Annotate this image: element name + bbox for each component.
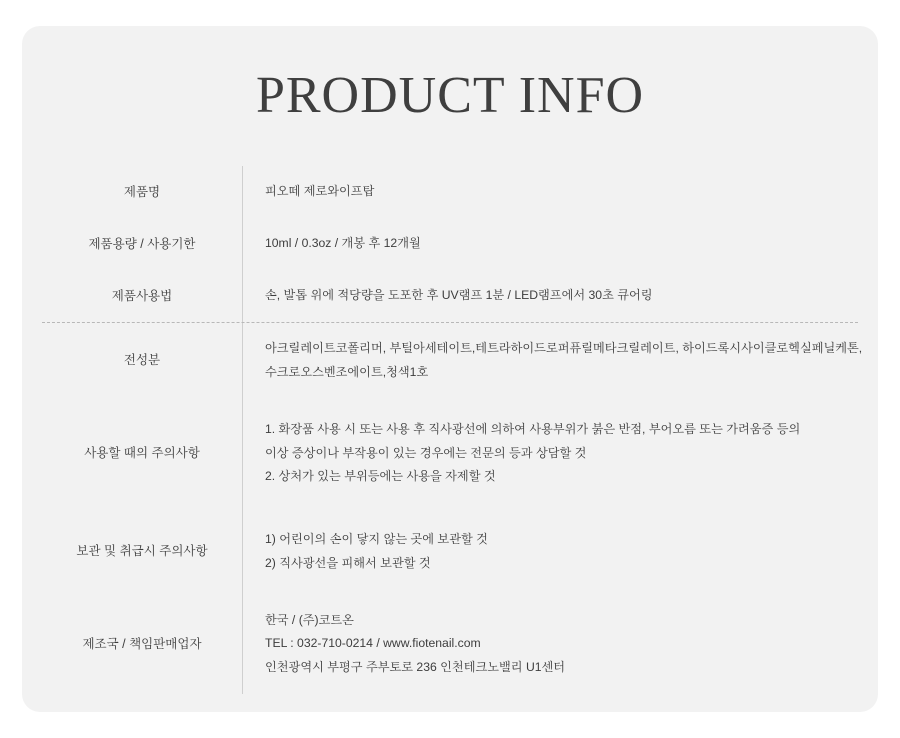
row-label: 보관 및 취급시 주의사항 <box>76 544 208 559</box>
row-value-line: 인천광역시 부평구 주부토로 236 인천테크노밸리 U1센터 <box>265 660 566 675</box>
table-row <box>42 166 858 218</box>
row-value <box>242 270 858 322</box>
page-title: PRODUCT INFO <box>255 67 645 124</box>
row-label: 전성분 <box>123 353 161 368</box>
row-value-line: 1) 어린이의 손이 닿지 않는 곳에 보관할 것 <box>265 531 488 546</box>
row-value <box>242 323 872 399</box>
row-label: 제품사용법 <box>111 288 173 303</box>
table-row <box>42 218 858 270</box>
row-value-line: 이상 증상이나 부작용이 있는 경우에는 전문의 등과 상담할 것 <box>265 445 587 460</box>
row-value <box>242 595 858 694</box>
product-info-card <box>22 26 878 712</box>
table-row <box>42 322 863 399</box>
row-value-line: 손, 발톱 위에 적당량을 도포한 후 UV램프 1분 / LED램프에서 30초 큐어링 <box>265 288 653 303</box>
row-value <box>242 399 858 509</box>
row-value <box>242 218 858 270</box>
table-row <box>42 509 858 595</box>
table-row <box>42 595 858 694</box>
row-value-line: 수크로오스벤조에이트,청색1호 <box>265 364 429 379</box>
row-label: 사용할 때의 주의사항 <box>84 446 200 461</box>
table-row <box>42 399 858 509</box>
row-value-line: 아크릴레이트코폴리머, 부틸아세테이트,테트라하이드로퍼퓨릴메타크릴레이트, 하이드록시사이클로헥실페닐케톤, <box>265 341 863 355</box>
table-row <box>42 270 858 322</box>
row-value-line: 1. 화장품 사용 시 또는 사용 후 직사광선에 의하여 사용부위가 붉은 반점, 부어오름 또는 가려움증 등의 <box>265 421 801 436</box>
row-value-line: 한국 / (주)코트온 <box>265 612 354 627</box>
row-value-line: 피오떼 제로와이프탑 <box>265 184 375 199</box>
row-label: 제조국 / 책임판매업자 <box>82 636 202 651</box>
row-value-line: 10ml / 0.3oz / 개봉 후 12개월 <box>265 236 421 251</box>
row-value-line: TEL : 032-710-0214 / www.fiotenail.com <box>265 636 481 651</box>
row-value-line: 2. 상처가 있는 부위등에는 사용을 자제할 것 <box>265 469 496 484</box>
product-info-table <box>42 166 863 694</box>
row-label: 제품명 <box>123 184 161 199</box>
row-value-line: 2) 직사광선을 피해서 보관할 것 <box>265 555 431 570</box>
row-value <box>242 166 858 218</box>
row-value <box>242 509 858 595</box>
row-label: 제품용량 / 사용기한 <box>88 236 196 251</box>
